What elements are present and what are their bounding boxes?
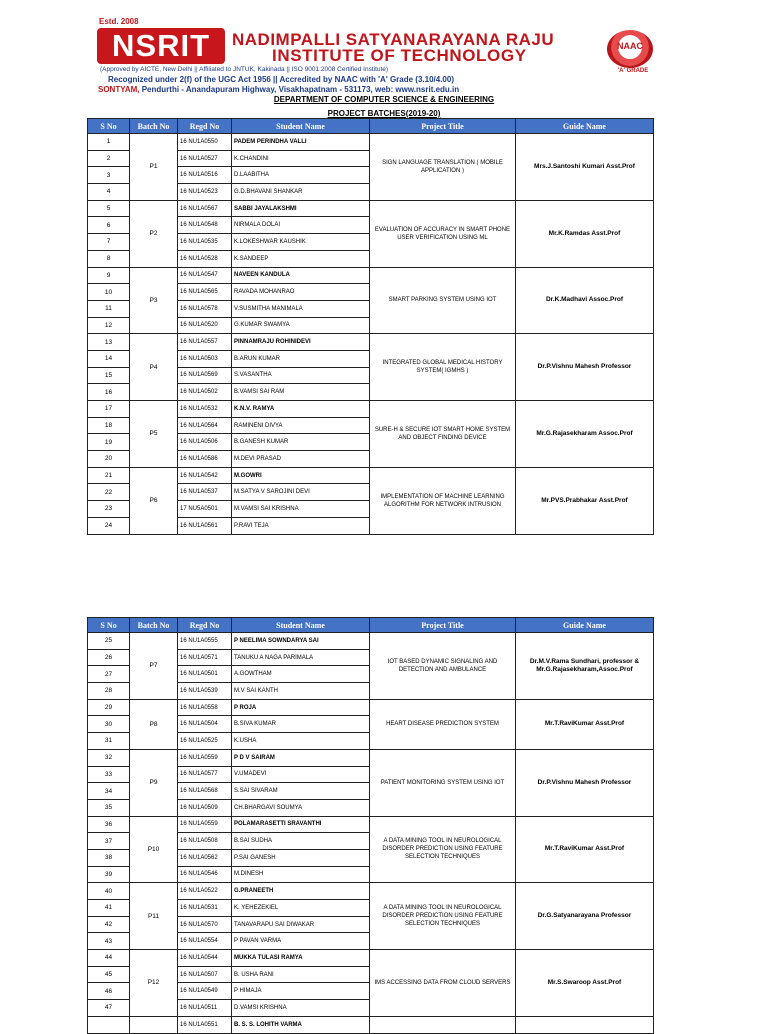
table-body-1 (88, 134, 654, 535)
registration-number-cell: 16 NU1A0551 (178, 1016, 232, 1033)
established-year: Estd. 2008 (99, 17, 139, 26)
col-regd-header: Regd No (178, 119, 232, 134)
project-batches-table-2 (87, 617, 654, 1034)
project-title-cell: A DATA MINING TOOL IN NEUROLOGICAL DISORDER PREDICTION USING FEATURE SELECTION TECHNIQUES (370, 816, 516, 883)
project-title-cell: HEART DISEASE PREDICTION SYSTEM (370, 699, 516, 749)
guide-name-cell (516, 1016, 654, 1033)
registration-number-cell: 16 NU1A0578 (178, 300, 232, 317)
col-student-header: Student Name (232, 618, 370, 633)
registration-number-cell: 16 NU1A0558 (178, 699, 232, 716)
registration-number-cell: 16 NU1A0544 (178, 950, 232, 967)
batch-number-cell: P2 (130, 200, 178, 267)
batch-number-cell: P4 (130, 334, 178, 401)
registration-number-cell: 16 NU1A0547 (178, 267, 232, 284)
student-name-cell: K.USHA (232, 733, 370, 750)
table-row (88, 1016, 654, 1033)
batch-number-cell: P7 (130, 633, 178, 700)
col-title-header: Project Title (370, 618, 516, 633)
serial-number-cell (88, 1016, 130, 1033)
serial-number-cell: 9 (88, 267, 130, 284)
student-name-cell: P.RAVI TEJA (232, 517, 370, 534)
student-name-cell: B.VAMSI SAI RAM (232, 384, 370, 401)
serial-number-cell: 2 (88, 150, 130, 167)
serial-number-cell: 34 (88, 783, 130, 800)
address-rest: Pendurthi - Anandapuram Highway, Visakhapatnam - 531173, web: www.nsrit.edu.in (139, 85, 460, 94)
student-name-cell: B.SIVA KUMAR (232, 716, 370, 733)
serial-number-cell: 21 (88, 467, 130, 484)
serial-number-cell: 38 (88, 849, 130, 866)
registration-number-cell: 16 NU1A0568 (178, 783, 232, 800)
student-name-cell: K. YEHEZEKIEL (232, 900, 370, 917)
serial-number-cell: 20 (88, 451, 130, 468)
project-title-cell (370, 1016, 516, 1033)
table-row (88, 950, 654, 967)
registration-number-cell: 16 NU1A0501 (178, 666, 232, 683)
project-title-cell: SIGN LANGUAGE TRANSLATION ( MOBILE APPLICATION ) (370, 134, 516, 201)
batch-number-cell: P3 (130, 267, 178, 334)
project-batches-table-1 (87, 118, 654, 535)
student-name-cell: G.D.BHAVANI SHANKAR (232, 184, 370, 201)
registration-number-cell: 16 NU1A0523 (178, 184, 232, 201)
registration-number-cell: 16 NU1A0542 (178, 467, 232, 484)
student-name-cell: D.LAABITHA (232, 167, 370, 184)
student-name-cell: RAMINENI DIVYA (232, 417, 370, 434)
project-title-cell: SURE-H & SECURE IOT SMART HOME SYSTEM AND OBJECT FINDING DEVICE (370, 401, 516, 468)
serial-number-cell: 5 (88, 200, 130, 217)
student-name-cell: PINNAMRAJU ROHINIDEVI (232, 334, 370, 351)
naac-grade-label: 'A' GRADE (617, 68, 649, 74)
registration-number-cell: 16 NU1A0569 (178, 367, 232, 384)
recognition-line: Recognized under 2(f) of the UGC Act 1956 || Accredited by NAAC with 'A' Grade (3.10/4.00) (108, 75, 454, 84)
project-title-cell: SMART PARKING SYSTEM USING IOT (370, 267, 516, 334)
table-row (88, 267, 654, 284)
student-name-cell: M.DEVI PRASAD (232, 451, 370, 468)
student-name-cell: G.PRANEETH (232, 883, 370, 900)
serial-number-cell: 32 (88, 749, 130, 766)
serial-number-cell: 31 (88, 733, 130, 750)
address-prefix: SONTYAM, (98, 85, 140, 94)
institute-name-line2: INSTITUTE OF TECHNOLOGY (272, 46, 527, 65)
table-row (88, 134, 654, 151)
serial-number-cell: 43 (88, 933, 130, 950)
batch-number-cell: P6 (130, 467, 178, 534)
col-guide-header: Guide Name (516, 119, 654, 134)
serial-number-cell: 18 (88, 417, 130, 434)
student-name-cell: M.VAMSI SAI KRISHNA (232, 501, 370, 518)
serial-number-cell: 17 (88, 401, 130, 418)
guide-name-cell: Mr.S.Swaroop Asst.Prof (516, 950, 654, 1017)
registration-number-cell: 16 NU1A0511 (178, 1000, 232, 1017)
registration-number-cell: 16 NU1A0554 (178, 933, 232, 950)
project-title-cell: IMPLEMENTATION OF MACHINE LEARNING ALGORITHM FOR NETWORK INTRUSION (370, 467, 516, 534)
serial-number-cell: 1 (88, 134, 130, 151)
registration-number-cell: 17 NU5A0501 (178, 501, 232, 518)
table-body-2 (88, 633, 654, 1034)
batch-number-cell: P11 (130, 883, 178, 950)
serial-number-cell: 12 (88, 317, 130, 334)
serial-number-cell: 14 (88, 350, 130, 367)
student-name-cell: P.SAI GANESH (232, 849, 370, 866)
student-name-cell: MUKKA TULASI RAMYA (232, 950, 370, 967)
registration-number-cell: 16 NU1A0522 (178, 883, 232, 900)
col-title-header: Project Title (370, 119, 516, 134)
student-name-cell: P D V SAIRAM (232, 749, 370, 766)
serial-number-cell: 4 (88, 184, 130, 201)
serial-number-cell: 24 (88, 517, 130, 534)
project-title-cell: EVALUATION OF ACCURACY IN SMART PHONE USER VERIFICATION USING ML (370, 200, 516, 267)
col-regd-header: Regd No (178, 618, 232, 633)
table-row (88, 816, 654, 833)
serial-number-cell: 37 (88, 833, 130, 850)
serial-number-cell: 7 (88, 234, 130, 251)
guide-name-cell: Dr.M.V.Rama Sundhari, professor & Mr.G.Rajasekharam,Assoc.Prof (516, 633, 654, 700)
student-name-cell: V.SUSMITHA MANIMALA (232, 300, 370, 317)
student-name-cell: SABBI JAYALAKSHMI (232, 200, 370, 217)
serial-number-cell: 10 (88, 284, 130, 301)
registration-number-cell: 16 NU1A0503 (178, 350, 232, 367)
batch-number-cell: P9 (130, 749, 178, 816)
batch-number-cell: P5 (130, 401, 178, 468)
student-name-cell: S.VASANTHA (232, 367, 370, 384)
registration-number-cell: 16 NU1A0527 (178, 150, 232, 167)
serial-number-cell: 25 (88, 633, 130, 650)
serial-number-cell: 28 (88, 683, 130, 700)
serial-number-cell: 26 (88, 649, 130, 666)
guide-name-cell: Mrs.J.Santoshi Kumari Asst.Prof (516, 134, 654, 201)
table-row (88, 401, 654, 418)
table-row (88, 749, 654, 766)
registration-number-cell: 16 NU1A0567 (178, 200, 232, 217)
registration-number-cell: 16 NU1A0509 (178, 799, 232, 816)
registration-number-cell: 16 NU1A0504 (178, 716, 232, 733)
student-name-cell: B.ARUN KUMAR (232, 350, 370, 367)
student-name-cell: M.V SAI KANTH (232, 683, 370, 700)
serial-number-cell: 41 (88, 900, 130, 917)
student-name-cell: PADEM PERINDHA VALLI (232, 134, 370, 151)
approval-line: (Approved by AICTE, New Delhi || Affiliated to JNTUK, Kakinada || ISO 9001:2008 Certified Institute) (100, 66, 389, 73)
registration-number-cell: 16 NU1A0502 (178, 384, 232, 401)
serial-number-cell: 47 (88, 1000, 130, 1017)
student-name-cell: NIRMALA DOLAI (232, 217, 370, 234)
col-batch-header: Batch No (130, 119, 178, 134)
serial-number-cell: 36 (88, 816, 130, 833)
table-row (88, 633, 654, 650)
student-name-cell: CH.BHARGAVI SOUMYA (232, 799, 370, 816)
serial-number-cell: 45 (88, 966, 130, 983)
institute-name-line1: NADIMPALLI SATYANARAYANA RAJU (232, 30, 555, 49)
student-name-cell: K.CHANDINI (232, 150, 370, 167)
project-title-cell: A DATA MINING TOOL IN NEUROLOGICAL DISORDER PREDICTION USING FEATURE SELECTION TECHNIQUES (370, 883, 516, 950)
registration-number-cell: 16 NU1A0571 (178, 649, 232, 666)
registration-number-cell: 16 NU1A0564 (178, 417, 232, 434)
table-row (88, 334, 654, 351)
nsrit-logo: NSRIT (97, 28, 225, 64)
guide-name-cell: Dr.P.Vishnu Mahesh Professor (516, 334, 654, 401)
registration-number-cell: 16 NU1A0577 (178, 766, 232, 783)
serial-number-cell: 6 (88, 217, 130, 234)
batch-number-cell: P1 (130, 134, 178, 201)
col-sno-header: S No (88, 119, 130, 134)
registration-number-cell: 16 NU1A0531 (178, 900, 232, 917)
table-header-row (88, 119, 654, 134)
table-row (88, 200, 654, 217)
col-guide-header: Guide Name (516, 618, 654, 633)
project-title-cell: IOT BASED DYNAMIC SIGNALING AND DETECTION AND AMBULANCE (370, 633, 516, 700)
registration-number-cell: 16 NU1A0570 (178, 916, 232, 933)
serial-number-cell: 44 (88, 950, 130, 967)
student-name-cell: M.SATYA V SAROJINI DEVI (232, 484, 370, 501)
serial-number-cell: 15 (88, 367, 130, 384)
registration-number-cell: 16 NU1A0528 (178, 250, 232, 267)
registration-number-cell: 16 NU1A0520 (178, 317, 232, 334)
project-title-cell: PATIENT MONITORING SYSTEM USING IOT (370, 749, 516, 816)
guide-name-cell: Mr.T.RaviKumar Asst.Prof (516, 699, 654, 749)
batch-number-cell: P8 (130, 699, 178, 749)
serial-number-cell: 42 (88, 916, 130, 933)
naac-logo-text: NAAC (617, 41, 643, 51)
project-title-cell: INTEGRATED GLOBAL MEDICAL HISTORY SYSTEM( IGMHS ) (370, 334, 516, 401)
serial-number-cell: 19 (88, 434, 130, 451)
guide-name-cell: Mr.G.Rajasekharam Assoc.Prof (516, 401, 654, 468)
student-name-cell: B. USHA RANI (232, 966, 370, 983)
registration-number-cell: 16 NU1A0550 (178, 134, 232, 151)
registration-number-cell: 16 NU1A0506 (178, 434, 232, 451)
serial-number-cell: 11 (88, 300, 130, 317)
guide-name-cell: Mr.T.RaviKumar Asst.Prof (516, 816, 654, 883)
serial-number-cell: 33 (88, 766, 130, 783)
registration-number-cell: 16 NU1A0557 (178, 334, 232, 351)
registration-number-cell: 16 NU1A0532 (178, 401, 232, 418)
student-name-cell: P NEELIMA SOWNDARYA SAI (232, 633, 370, 650)
student-name-cell: P PAVAN VARMA (232, 933, 370, 950)
registration-number-cell: 16 NU1A0586 (178, 451, 232, 468)
student-name-cell: B. S. S. LOHITH VARMA (232, 1016, 370, 1033)
registration-number-cell: 16 NU1A0507 (178, 966, 232, 983)
registration-number-cell: 16 NU1A0561 (178, 517, 232, 534)
student-name-cell: G.KUMAR SWAMYA (232, 317, 370, 334)
serial-number-cell: 35 (88, 799, 130, 816)
serial-number-cell: 22 (88, 484, 130, 501)
serial-number-cell: 8 (88, 250, 130, 267)
department-title: DEPARTMENT OF COMPUTER SCIENCE & ENGINEERING (273, 95, 495, 104)
student-name-cell: V.UMADEVI (232, 766, 370, 783)
registration-number-cell: 16 NU1A0559 (178, 749, 232, 766)
student-name-cell: K.SANDEEP (232, 250, 370, 267)
student-name-cell: POLAMARASETTI SRAVANTHI (232, 816, 370, 833)
registration-number-cell: 16 NU1A0555 (178, 633, 232, 650)
serial-number-cell: 30 (88, 716, 130, 733)
serial-number-cell: 23 (88, 501, 130, 518)
registration-number-cell: 16 NU1A0525 (178, 733, 232, 750)
table-header-row (88, 618, 654, 633)
student-name-cell: S.SAI SIVARAM (232, 783, 370, 800)
registration-number-cell: 16 NU1A0546 (178, 866, 232, 883)
serial-number-cell: 27 (88, 666, 130, 683)
student-name-cell: TANAVARAPU SAI DIWAKAR (232, 916, 370, 933)
registration-number-cell: 16 NU1A0549 (178, 983, 232, 1000)
registration-number-cell: 16 NU1A0539 (178, 683, 232, 700)
guide-name-cell: Dr.P.Vishnu Mahesh Professor (516, 749, 654, 816)
registration-number-cell: 16 NU1A0548 (178, 217, 232, 234)
serial-number-cell: 16 (88, 384, 130, 401)
student-name-cell: K.LOKESHWAR KAUSHIK (232, 234, 370, 251)
serial-number-cell: 29 (88, 699, 130, 716)
address-line (98, 85, 459, 94)
table-row (88, 699, 654, 716)
guide-name-cell: Mr.K.Ramdas Asst.Prof (516, 200, 654, 267)
student-name-cell: P HIMAJA (232, 983, 370, 1000)
student-name-cell: K.N.V. RAMYA (232, 401, 370, 418)
guide-name-cell: Dr.G.Satyanarayana Professor (516, 883, 654, 950)
col-student-header: Student Name (232, 119, 370, 134)
col-batch-header: Batch No (130, 618, 178, 633)
project-title-cell: IMS ACCESSING DATA FROM CLOUD SERVERS (370, 950, 516, 1017)
serial-number-cell: 39 (88, 866, 130, 883)
guide-name-cell: Dr.K.Madhavi Assoc.Prof (516, 267, 654, 334)
registration-number-cell: 16 NU1A0537 (178, 484, 232, 501)
guide-name-cell: Mr.PVS.Prabhakar Asst.Prof (516, 467, 654, 534)
batch-number-cell (130, 1016, 178, 1033)
table-row (88, 883, 654, 900)
student-name-cell: NAVEEN KANDULA (232, 267, 370, 284)
registration-number-cell: 16 NU1A0559 (178, 816, 232, 833)
student-name-cell: A.GOWTHAM (232, 666, 370, 683)
project-batches-title: PROJECT BATCHES(2019-20) (327, 109, 441, 118)
registration-number-cell: 16 NU1A0516 (178, 167, 232, 184)
student-name-cell: P ROJA (232, 699, 370, 716)
registration-number-cell: 16 NU1A0508 (178, 833, 232, 850)
batch-number-cell: P12 (130, 950, 178, 1017)
student-name-cell: RAVADA MOHANRAO (232, 284, 370, 301)
batch-number-cell: P10 (130, 816, 178, 883)
registration-number-cell: 16 NU1A0565 (178, 284, 232, 301)
serial-number-cell: 13 (88, 334, 130, 351)
serial-number-cell: 40 (88, 883, 130, 900)
student-name-cell: B.GANESH KUMAR (232, 434, 370, 451)
registration-number-cell: 16 NU1A0535 (178, 234, 232, 251)
registration-number-cell: 16 NU1A0562 (178, 849, 232, 866)
student-name-cell: M.GOWRI (232, 467, 370, 484)
student-name-cell: M.DINESH (232, 866, 370, 883)
student-name-cell: D.VAMSI KRISHNA (232, 1000, 370, 1017)
col-sno-header: S No (88, 618, 130, 633)
serial-number-cell: 46 (88, 983, 130, 1000)
student-name-cell: TANUKU A NAGA PARIMALA (232, 649, 370, 666)
table-row (88, 467, 654, 484)
student-name-cell: B.SAI SUDHA (232, 833, 370, 850)
serial-number-cell: 3 (88, 167, 130, 184)
